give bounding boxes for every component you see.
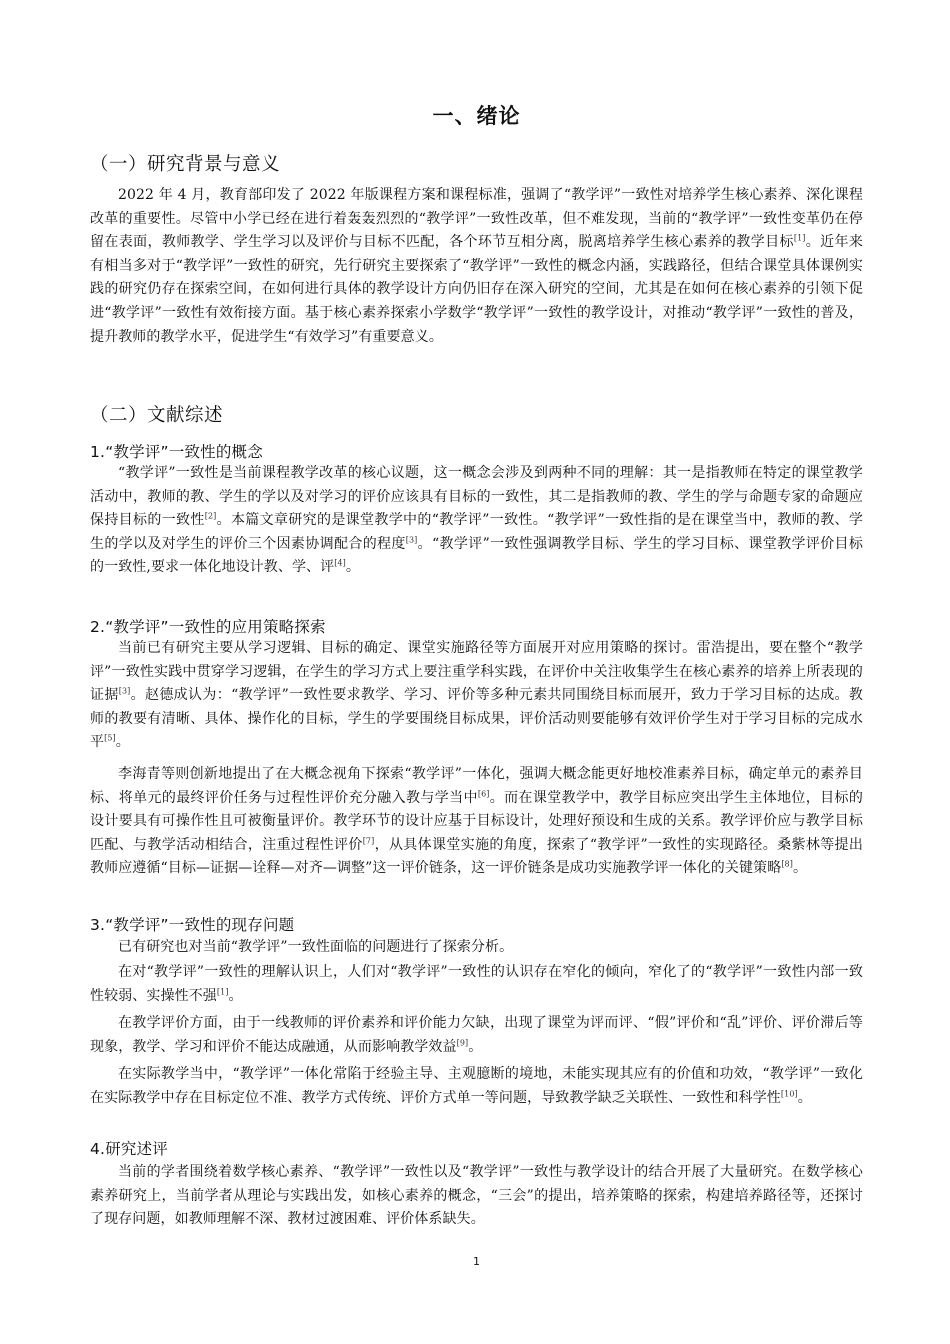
paragraph-strategy-1 <box>90 637 863 755</box>
paragraph-text: 在教学评价方面，由于一线教师的评价素养和评价能力欠缺，出现了课堂为评而评、“假”评价和“乱”评价、评价滞后等现象，教学、学习和评价不能达成融通，从而影响教学效益 <box>90 1015 863 1055</box>
subsection-title-strategy: 2.“教学评”一致性的应用策略探索 <box>90 618 326 636</box>
paragraph-text: 。 <box>797 1089 812 1106</box>
paragraph-text: 当前已有研究主要从学习逻辑、目标的确定、课堂实施路径等方面展开对应用策略的探讨。雷浩提出，要在整个“教学评”一致性实践中贯穿学习逻辑，在学生的学习方式上要注重学科实践，在评价中关注收集学生在核心素养的培养上所表现的证据 <box>90 640 863 704</box>
paragraph-text: 。本篇文章研究的是课堂教学中的“教学评”一致性。“教学评”一致性指的是在课堂当中，教师的教、学生的学以及对学生的评价三个因素协调配合的程度 <box>90 512 863 552</box>
paragraph-text: 2022 年 4 月，教育部印发了 2022 年版课程方案和课程标准，强调了“教学评”一致性对培养学生核心素养、深化课程改革的重要性。尽管中小学已经在进行着轰轰烈烈的“教学评”一致性改革，但不难发现，当前的“教学评”一致性变革仍在停留在表面，教师教学、学生学习以及评价与目标不匹配，各个环节互相分离，脱离培养学生核心素养的教学目标 <box>90 187 863 251</box>
paragraph-text: 。赵德成认为：“教学评”一致性要求教学、学习、评价等多种元素共同围绕目标而展开，致力于学习目标的达成。教师的教要有清晰、具体、操作化的目标，学生的学要围绕目标成果，评价活动则要能够有效评价学生对于学习目标的完成水平 <box>90 687 864 751</box>
paragraph-text: 。 <box>115 734 130 751</box>
paragraph-problems-4 <box>90 1063 863 1110</box>
paragraph-text: 。 <box>468 1038 483 1055</box>
chapter-title: 一、绪论 <box>432 104 521 128</box>
paragraph-strategy-2 <box>90 763 863 881</box>
citation-marker: [7] <box>362 836 375 846</box>
paragraph-text: ，从具体课堂实施的角度，探索了“教学评”一致性的实现路径。桑紫林等提出教师应遵循“目标—证据—诠释—对齐—调整”这一评价链条，这一评价链条是成功实施教学评一体化的关键策略 <box>90 836 863 877</box>
paragraph-text: 。近年来有相当多对于“教学评”一致性的研究，先行研究主要探索了“教学评”一致性的概念内涵，实践路径，但结合课堂具体课例实践的研究仍存在探索空间，在如何进行具体的教学设计方向仍旧存在深入研究的空间，尤其是在如何在核心素养的引领下促进“教学评”一致性有效衔接方面。基于核心素养探索小学数学“教学评”一致性的教学设计，对推动“教学评”一致性的普及，提升教师的教学水平，促进学生“有效学习”有重要意义。 <box>90 234 863 345</box>
citation-marker: [8] <box>781 859 793 869</box>
paragraph-text: 在对“教学评”一致性的理解认识上，人们对“教学评”一致性的认识存在窄化的倾向，窄化了的“教学评”一致性内部一致性较弱、实操性不强 <box>90 964 863 1004</box>
subsection-title-problems: 3.“教学评”一致性的现存问题 <box>90 916 295 934</box>
citation-marker: [1] <box>793 233 806 243</box>
paragraph-text: 李海青等则创新地提出了在大概念视角下探索“教学评”一体化，强调大概念能更好地校准素养目标，确定单元的素养目标、将单元的最终评价任务与过程性评价充分融入教与学当中 <box>90 766 863 806</box>
paragraph-problems-2 <box>90 961 863 1008</box>
paragraph-text: “教学评”一致性是当前课程教学改革的核心议题，这一概念会涉及到两种不同的理解：其一是指教师在特定的课堂教学活动中，教师的教、学生的学以及对学习的评价应该具有目标的一致性，其二是指教师的教、学生的学与命题专家的命题应保持目标的一致性 <box>90 465 863 529</box>
paragraph-text: 在实际教学当中，“教学评”一体化常陷于经验主导、主观臆断的境地，未能实现其应有的价值和功效，“教学评”一致化在实际教学中存在目标定位不准、教学方式传统、评价方式单一等问题，导致教学缺乏关联性、一致性和科学性 <box>90 1066 863 1106</box>
paragraph-concept <box>90 462 863 580</box>
paragraph-review <box>90 1161 863 1232</box>
citation-marker: [3] <box>118 686 131 696</box>
section-title-literature-review: （二）文献综述 <box>90 405 224 426</box>
paragraph-text: 。“教学评”一致性强调教学目标、学生的学习目标、课堂教学评价目标的一致性,要求一体化地设计教、学、评 <box>90 535 864 576</box>
paragraph-problems-3 <box>90 1012 863 1059</box>
citation-marker: [4] <box>334 558 346 568</box>
paragraph-text: 当前的学者围绕着数学核心素养、“教学评”一致性以及“教学评”一致性与教学设计的结合开展了大量研究。在数学核心素养研究上，当前学者从理论与实践出发，如核心素养的概念，“三会”的提出，培养策略的探索，构建培养路径等，还探讨了现存问题，如教师理解不深、教材过渡困难、评价体系缺失。 <box>90 1164 863 1228</box>
citation-marker: [2] <box>204 511 217 521</box>
document-page <box>90 0 863 1344</box>
citation-marker: [1] <box>216 986 229 996</box>
citation-marker: [9] <box>456 1037 469 1047</box>
paragraph-text: 。 <box>345 559 360 576</box>
section-title-background: （一）研究背景与意义 <box>90 154 281 175</box>
page-number: 1 <box>473 1255 480 1268</box>
subsection-title-concept: 1.“教学评”一致性的概念 <box>90 443 263 461</box>
subsection-title-review: 4.研究述评 <box>90 1140 168 1158</box>
paragraph-text: 。而在课堂教学中，教学目标应突出学生主体地位，目标的设计要具有可操作性且可被衡量评价。教学环节的设计应基于目标设计，处理好预设和生成的关系。教学评价应与教学目标匹配、与教学活动相结合，注重过程性评价 <box>90 789 863 853</box>
paragraph-text: 。 <box>228 987 243 1004</box>
citation-marker: [10] <box>780 1088 798 1098</box>
citation-marker: [6] <box>477 788 490 798</box>
paragraph-text: 已有研究也对当前“教学评”一致性面临的问题进行了探索分析。 <box>118 939 514 955</box>
paragraph-background <box>90 184 863 349</box>
citation-marker: [5] <box>104 733 116 743</box>
paragraph-problems-1 <box>90 936 863 960</box>
paragraph-text: 。 <box>792 860 808 877</box>
citation-marker: [3] <box>405 535 418 545</box>
